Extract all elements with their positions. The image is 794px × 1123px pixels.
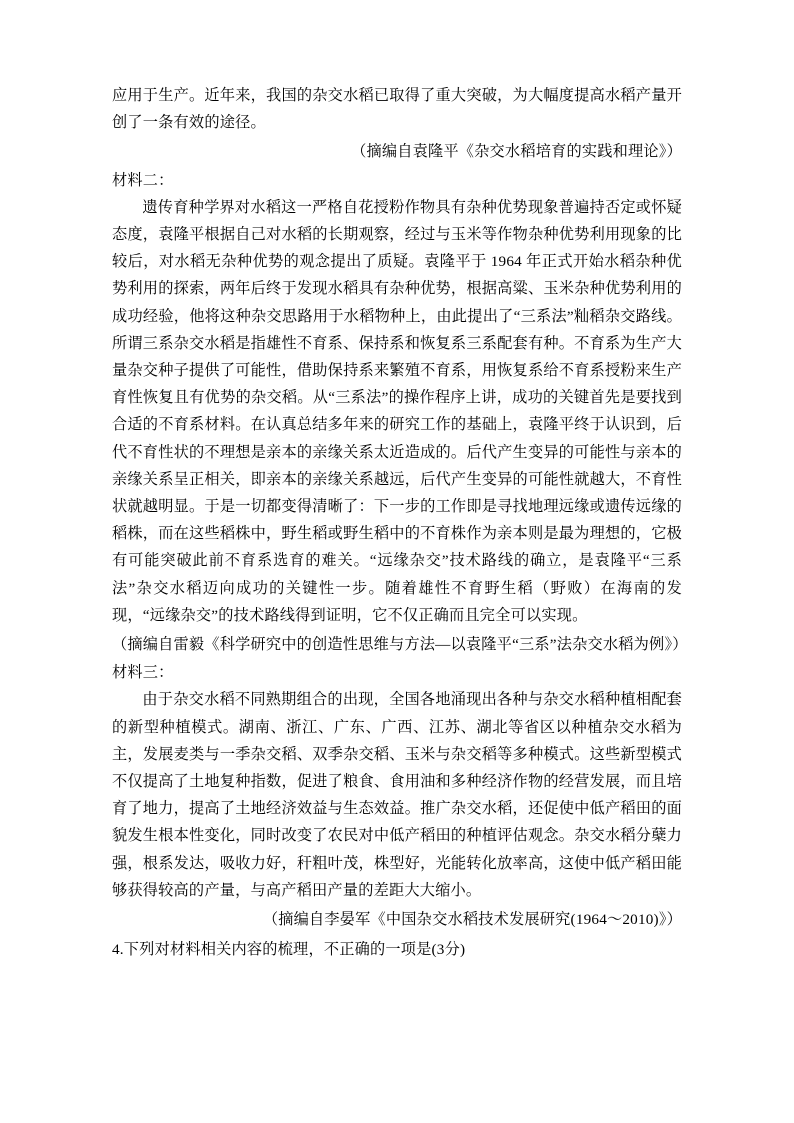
document-body [112,82,688,964]
material-label-2: 材料二： [112,171,174,189]
question-4: 4.下列对材料相关内容的梳理，不正确的一项是(3分) [112,941,466,959]
paragraph-material-2: 遗传育种学界对水稻这一严格自花授粉作物具有杂种优势现象普遍持否定或怀疑态度，袁隆平根据自己对水稻的长期观察，经过与玉米等作物杂种优势利用现象的比较后，对水稻无杂种优势的观念提出了质疑。袁隆平于 1964 年正式开始水稻杂种优势利用的探索，两年后终于发现水稻具有杂种优势，根据高粱、玉米杂种优势利用的成功经验，他将这种杂交思路用于水稻物种上，由此提出了“三系法”籼稻杂交路线。所谓三系杂交水稻是指雄性不育系、保持系和恢复系三系配套有种。不育系为生产大量杂交种子提供了可能性，借助保持系来繁殖不育系，用恢复系给不育系授粉来生产育性恢复且有优势的杂交稻。从“三系法”的操作程序上讲，成功的关键首先是要找到合适的不育系材料。在认真总结多年来的研究工作的基础上，袁隆平终于认识到，后代不育性状的不理想是亲本的亲缘关系太近造成的。后代产生变异的可能性与亲本的亲缘关系呈正相关，即亲本的亲缘关系越远，后代产生变异的可能性就越大，不育性状就越明显。于是一切都变得清晰了：下一步的工作即是寻找地理远缘或遗传远缘的稻株，而在这些稻株中，野生稻或野生稻中的不育株作为亲本则是最为理想的，它极有可能突破此前不育系选育的难关。“远缘杂交”技术路线的确立，是袁隆平“三系法”杂交水稻迈向成功的关键性一步。随着雄性不育野生稻（野败）在海南的发现，“远缘杂交”的技术路线得到证明，它不仅正确而且完全可以实现。 [112,198,682,624]
source-citation-3: （摘编自李晏军《中国杂交水稻技术发展研究(1964～2010)》） [262,911,682,929]
paragraph-material-3: 由于杂交水稻不同熟期组合的出现，全国各地涌现出各种与杂交水稻种植相配套的新型种植模式。湖南、浙江、广东、广西、江苏、湖北等省区以种植杂交水稻为主，发展麦类与一季杂交稻、双季杂交稻、玉米与杂交稻等多种模式。这些新型模式不仅提高了土地复种指数，促进了粮食、食用油和多种经济作物的经营发展，而且培育了地力，提高了土地经济效益与生态效益。推广杂交水稻，还促使中低产稻田的面貌发生根本性变化，同时改变了农民对中低产稻田的种植评估观念。杂交水稻分蘖力强，根系发达，吸收力好，秆粗叶茂，株型好，光能转化放率高，这使中低产稻田能够获得较高的产量，与高产稻田产量的差距大大缩小。 [112,691,682,899]
source-citation-2: （摘编自雷毅《科学研究中的创造性思维与方法—以袁隆平“三系”法杂交水稻为例》） [112,636,688,654]
paragraph-intro-tail: 应用于生产。近年来，我国的杂交水稻已取得了重大突破，为大幅度提高水稻产量开创了一条有效的途径。 [112,87,682,132]
source-citation-1: （摘编自袁隆平《杂交水稻培育的实践和理论》） [351,143,682,161]
material-label-3: 材料三： [112,664,174,682]
